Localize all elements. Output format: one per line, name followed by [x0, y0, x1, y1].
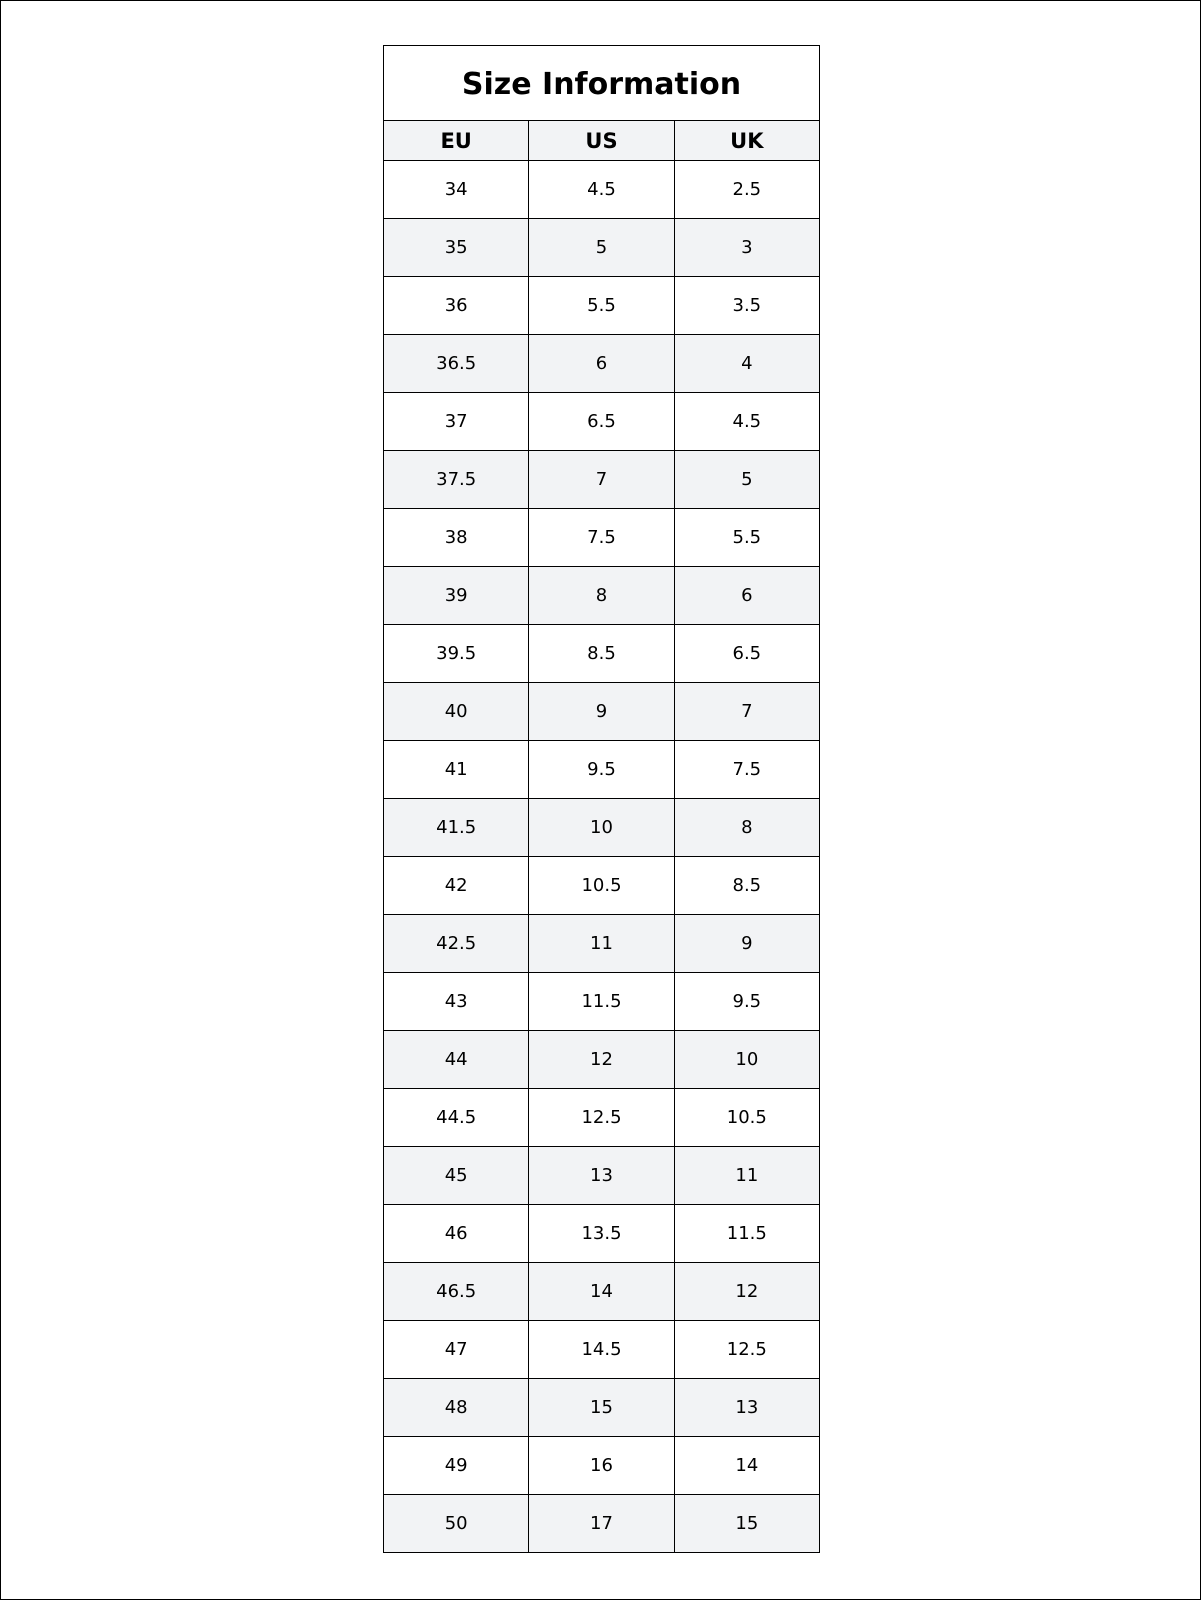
column-header-uk: UK: [674, 121, 819, 161]
table-row: [384, 451, 820, 509]
table-row: [384, 799, 820, 857]
table-row: [384, 1205, 820, 1263]
size-cell-eu: 37: [384, 393, 529, 451]
size-cell-eu: 45: [384, 1147, 529, 1205]
size-cell-eu: 47: [384, 1321, 529, 1379]
size-cell-us: 14.5: [529, 1321, 674, 1379]
table-row: [384, 393, 820, 451]
size-cell-uk: 9: [674, 915, 819, 973]
size-cell-eu: 46: [384, 1205, 529, 1263]
size-cell-us: 14: [529, 1263, 674, 1321]
size-cell-us: 16: [529, 1437, 674, 1495]
size-cell-uk: 11.5: [674, 1205, 819, 1263]
size-cell-uk: 10: [674, 1031, 819, 1089]
size-cell-us: 13.5: [529, 1205, 674, 1263]
size-cell-eu: 34: [384, 161, 529, 219]
size-cell-eu: 49: [384, 1437, 529, 1495]
size-cell-eu: 36: [384, 277, 529, 335]
column-header-us: US: [529, 121, 674, 161]
size-cell-uk: 4: [674, 335, 819, 393]
size-cell-eu: 42: [384, 857, 529, 915]
size-cell-uk: 14: [674, 1437, 819, 1495]
size-cell-eu: 48: [384, 1379, 529, 1437]
size-cell-us: 11: [529, 915, 674, 973]
table-row: [384, 509, 820, 567]
size-cell-us: 7.5: [529, 509, 674, 567]
size-cell-uk: 12: [674, 1263, 819, 1321]
title-row: [384, 46, 820, 121]
size-cell-eu: 44: [384, 1031, 529, 1089]
size-cell-eu: 43: [384, 973, 529, 1031]
size-cell-us: 6.5: [529, 393, 674, 451]
table-row: [384, 625, 820, 683]
size-cell-us: 11.5: [529, 973, 674, 1031]
size-cell-uk: 3.5: [674, 277, 819, 335]
table-row: [384, 161, 820, 219]
size-cell-us: 5.5: [529, 277, 674, 335]
size-cell-uk: 13: [674, 1379, 819, 1437]
table-row: [384, 1379, 820, 1437]
size-cell-us: 5: [529, 219, 674, 277]
size-cell-uk: 8.5: [674, 857, 819, 915]
size-cell-uk: 2.5: [674, 161, 819, 219]
size-cell-uk: 3: [674, 219, 819, 277]
size-cell-us: 9.5: [529, 741, 674, 799]
size-cell-uk: 4.5: [674, 393, 819, 451]
table-row: [384, 1089, 820, 1147]
size-cell-eu: 41.5: [384, 799, 529, 857]
size-chart-table: [383, 45, 820, 1553]
size-cell-uk: 10.5: [674, 1089, 819, 1147]
table-title: Size Information: [384, 46, 820, 121]
size-cell-us: 17: [529, 1495, 674, 1553]
table-row: [384, 1147, 820, 1205]
size-cell-us: 6: [529, 335, 674, 393]
table-row: [384, 1321, 820, 1379]
size-cell-uk: 7.5: [674, 741, 819, 799]
size-cell-uk: 12.5: [674, 1321, 819, 1379]
size-cell-eu: 42.5: [384, 915, 529, 973]
table-row: [384, 973, 820, 1031]
table-row: [384, 1495, 820, 1553]
size-cell-us: 12.5: [529, 1089, 674, 1147]
size-cell-eu: 38: [384, 509, 529, 567]
size-cell-us: 12: [529, 1031, 674, 1089]
column-header-eu: EU: [384, 121, 529, 161]
size-cell-eu: 46.5: [384, 1263, 529, 1321]
size-cell-uk: 11: [674, 1147, 819, 1205]
size-cell-us: 9: [529, 683, 674, 741]
table-row: [384, 1437, 820, 1495]
table-row: [384, 1263, 820, 1321]
size-cell-us: 10.5: [529, 857, 674, 915]
size-cell-eu: 39: [384, 567, 529, 625]
table-row: [384, 741, 820, 799]
size-cell-eu: 41: [384, 741, 529, 799]
size-cell-eu: 39.5: [384, 625, 529, 683]
size-cell-uk: 6.5: [674, 625, 819, 683]
column-header-row: [384, 121, 820, 161]
size-cell-us: 8.5: [529, 625, 674, 683]
size-cell-eu: 35: [384, 219, 529, 277]
size-cell-eu: 44.5: [384, 1089, 529, 1147]
size-rows: [384, 161, 820, 1553]
table-row: [384, 219, 820, 277]
size-cell-uk: 6: [674, 567, 819, 625]
size-cell-uk: 5.5: [674, 509, 819, 567]
table-row: [384, 857, 820, 915]
size-cell-uk: 8: [674, 799, 819, 857]
table-row: [384, 1031, 820, 1089]
size-cell-us: 13: [529, 1147, 674, 1205]
size-cell-eu: 50: [384, 1495, 529, 1553]
table-row: [384, 683, 820, 741]
table-row: [384, 567, 820, 625]
size-cell-us: 15: [529, 1379, 674, 1437]
size-cell-uk: 15: [674, 1495, 819, 1553]
size-cell-eu: 37.5: [384, 451, 529, 509]
size-cell-uk: 7: [674, 683, 819, 741]
table-row: [384, 277, 820, 335]
size-cell-us: 8: [529, 567, 674, 625]
table-row: [384, 915, 820, 973]
table-row: [384, 335, 820, 393]
size-cell-us: 10: [529, 799, 674, 857]
size-cell-eu: 36.5: [384, 335, 529, 393]
size-cell-us: 7: [529, 451, 674, 509]
size-cell-uk: 9.5: [674, 973, 819, 1031]
size-cell-eu: 40: [384, 683, 529, 741]
size-cell-us: 4.5: [529, 161, 674, 219]
size-cell-uk: 5: [674, 451, 819, 509]
